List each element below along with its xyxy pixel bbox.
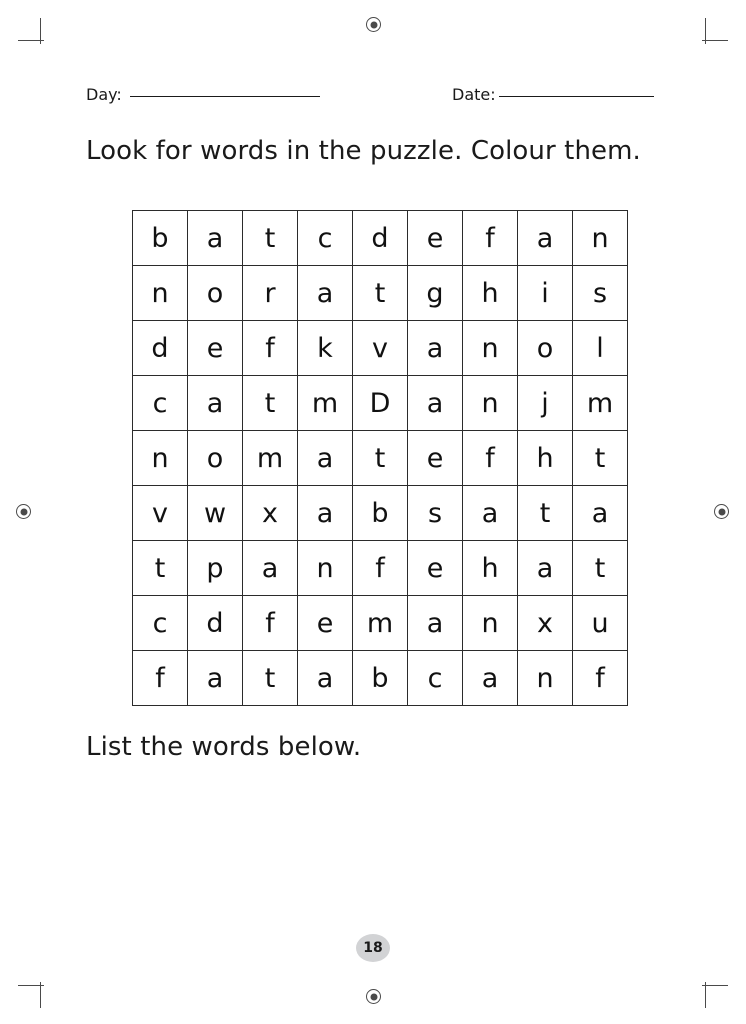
puzzle-cell[interactable]: a xyxy=(243,541,298,596)
puzzle-cell[interactable]: c xyxy=(133,376,188,431)
registration-target-icon-bottom xyxy=(366,989,381,1004)
puzzle-cell[interactable]: v xyxy=(353,321,408,376)
instruction-bottom: List the words below. xyxy=(86,732,362,762)
puzzle-cell[interactable]: o xyxy=(518,321,573,376)
puzzle-cell[interactable]: a xyxy=(573,486,628,541)
registration-target-icon-left xyxy=(16,504,31,519)
instruction-top: Look for words in the puzzle. Colour them. xyxy=(86,136,641,166)
day-field-group xyxy=(86,85,320,104)
puzzle-cell[interactable]: a xyxy=(188,376,243,431)
puzzle-cell[interactable]: e xyxy=(188,321,243,376)
puzzle-cell[interactable]: o xyxy=(188,266,243,321)
puzzle-cell[interactable]: g xyxy=(408,266,463,321)
puzzle-cell[interactable]: l xyxy=(573,321,628,376)
date-input-rule[interactable] xyxy=(499,95,654,97)
puzzle-cell[interactable]: e xyxy=(408,211,463,266)
puzzle-cell[interactable]: n xyxy=(298,541,353,596)
puzzle-cell[interactable]: h xyxy=(518,431,573,486)
puzzle-cell[interactable]: e xyxy=(408,541,463,596)
puzzle-cell[interactable]: w xyxy=(188,486,243,541)
puzzle-cell[interactable]: a xyxy=(408,321,463,376)
puzzle-cell[interactable]: a xyxy=(188,651,243,706)
puzzle-cell[interactable]: e xyxy=(298,596,353,651)
puzzle-cell[interactable]: o xyxy=(188,431,243,486)
puzzle-cell[interactable]: u xyxy=(573,596,628,651)
puzzle-cell[interactable]: n xyxy=(463,376,518,431)
puzzle-cell[interactable]: a xyxy=(188,211,243,266)
puzzle-cell[interactable]: a xyxy=(408,376,463,431)
puzzle-cell[interactable]: f xyxy=(573,651,628,706)
puzzle-cell[interactable]: t xyxy=(243,211,298,266)
puzzle-cell[interactable]: b xyxy=(133,211,188,266)
puzzle-cell[interactable]: t xyxy=(573,431,628,486)
puzzle-cell[interactable]: D xyxy=(353,376,408,431)
puzzle-cell[interactable]: h xyxy=(463,541,518,596)
table-row xyxy=(133,376,628,431)
puzzle-cell[interactable]: d xyxy=(133,321,188,376)
puzzle-cell[interactable]: f xyxy=(243,596,298,651)
table-row xyxy=(133,211,628,266)
puzzle-cell[interactable]: n xyxy=(463,596,518,651)
day-label: Day: xyxy=(86,85,122,104)
puzzle-cell[interactable]: a xyxy=(518,541,573,596)
puzzle-cell[interactable]: f xyxy=(353,541,408,596)
puzzle-cell[interactable]: f xyxy=(243,321,298,376)
puzzle-cell[interactable]: n xyxy=(518,651,573,706)
puzzle-cell[interactable]: c xyxy=(298,211,353,266)
puzzle-cell[interactable]: f xyxy=(133,651,188,706)
table-row xyxy=(133,431,628,486)
table-row xyxy=(133,541,628,596)
puzzle-cell[interactable]: p xyxy=(188,541,243,596)
puzzle-cell[interactable]: t xyxy=(133,541,188,596)
puzzle-cell[interactable]: t xyxy=(573,541,628,596)
puzzle-cell[interactable]: s xyxy=(408,486,463,541)
puzzle-cell[interactable]: n xyxy=(133,431,188,486)
puzzle-cell[interactable]: x xyxy=(243,486,298,541)
puzzle-cell[interactable]: t xyxy=(353,266,408,321)
puzzle-cell[interactable]: a xyxy=(518,211,573,266)
table-row xyxy=(133,486,628,541)
puzzle-cell[interactable]: e xyxy=(408,431,463,486)
table-row xyxy=(133,266,628,321)
puzzle-cell[interactable]: n xyxy=(573,211,628,266)
table-row xyxy=(133,651,628,706)
day-input-rule[interactable] xyxy=(130,95,320,97)
puzzle-cell[interactable]: r xyxy=(243,266,298,321)
page-number-badge: 18 xyxy=(356,934,390,962)
registration-target-icon-top xyxy=(366,17,381,32)
puzzle-cell[interactable]: m xyxy=(298,376,353,431)
puzzle-cell[interactable]: n xyxy=(133,266,188,321)
puzzle-cell[interactable]: k xyxy=(298,321,353,376)
puzzle-cell[interactable]: j xyxy=(518,376,573,431)
puzzle-table xyxy=(132,210,628,706)
puzzle-cell[interactable]: d xyxy=(188,596,243,651)
puzzle-cell[interactable]: t xyxy=(518,486,573,541)
puzzle-cell[interactable]: c xyxy=(408,651,463,706)
puzzle-cell[interactable]: a xyxy=(463,651,518,706)
puzzle-cell[interactable]: t xyxy=(353,431,408,486)
puzzle-cell[interactable]: a xyxy=(463,486,518,541)
puzzle-cell[interactable]: t xyxy=(243,376,298,431)
puzzle-cell[interactable]: d xyxy=(353,211,408,266)
puzzle-cell[interactable]: m xyxy=(573,376,628,431)
puzzle-cell[interactable]: f xyxy=(463,431,518,486)
word-search-grid xyxy=(132,210,628,706)
puzzle-cell[interactable]: a xyxy=(298,486,353,541)
puzzle-cell[interactable]: a xyxy=(298,266,353,321)
puzzle-cell[interactable]: x xyxy=(518,596,573,651)
date-label: Date: xyxy=(452,85,496,104)
puzzle-cell[interactable]: m xyxy=(243,431,298,486)
puzzle-cell[interactable]: f xyxy=(463,211,518,266)
puzzle-body xyxy=(133,211,628,706)
date-field-group xyxy=(452,85,654,104)
puzzle-cell[interactable]: b xyxy=(353,651,408,706)
puzzle-cell[interactable]: v xyxy=(133,486,188,541)
puzzle-cell[interactable]: a xyxy=(298,431,353,486)
puzzle-cell[interactable]: c xyxy=(133,596,188,651)
worksheet-meta-row xyxy=(86,85,664,111)
puzzle-cell[interactable]: t xyxy=(243,651,298,706)
puzzle-cell[interactable]: a xyxy=(298,651,353,706)
puzzle-cell[interactable]: a xyxy=(408,596,463,651)
puzzle-cell[interactable]: b xyxy=(353,486,408,541)
puzzle-cell[interactable]: i xyxy=(518,266,573,321)
table-row xyxy=(133,596,628,651)
puzzle-cell[interactable]: s xyxy=(573,266,628,321)
registration-target-icon-right xyxy=(714,504,729,519)
puzzle-cell[interactable]: n xyxy=(463,321,518,376)
table-row xyxy=(133,321,628,376)
puzzle-cell[interactable]: m xyxy=(353,596,408,651)
puzzle-cell[interactable]: h xyxy=(463,266,518,321)
